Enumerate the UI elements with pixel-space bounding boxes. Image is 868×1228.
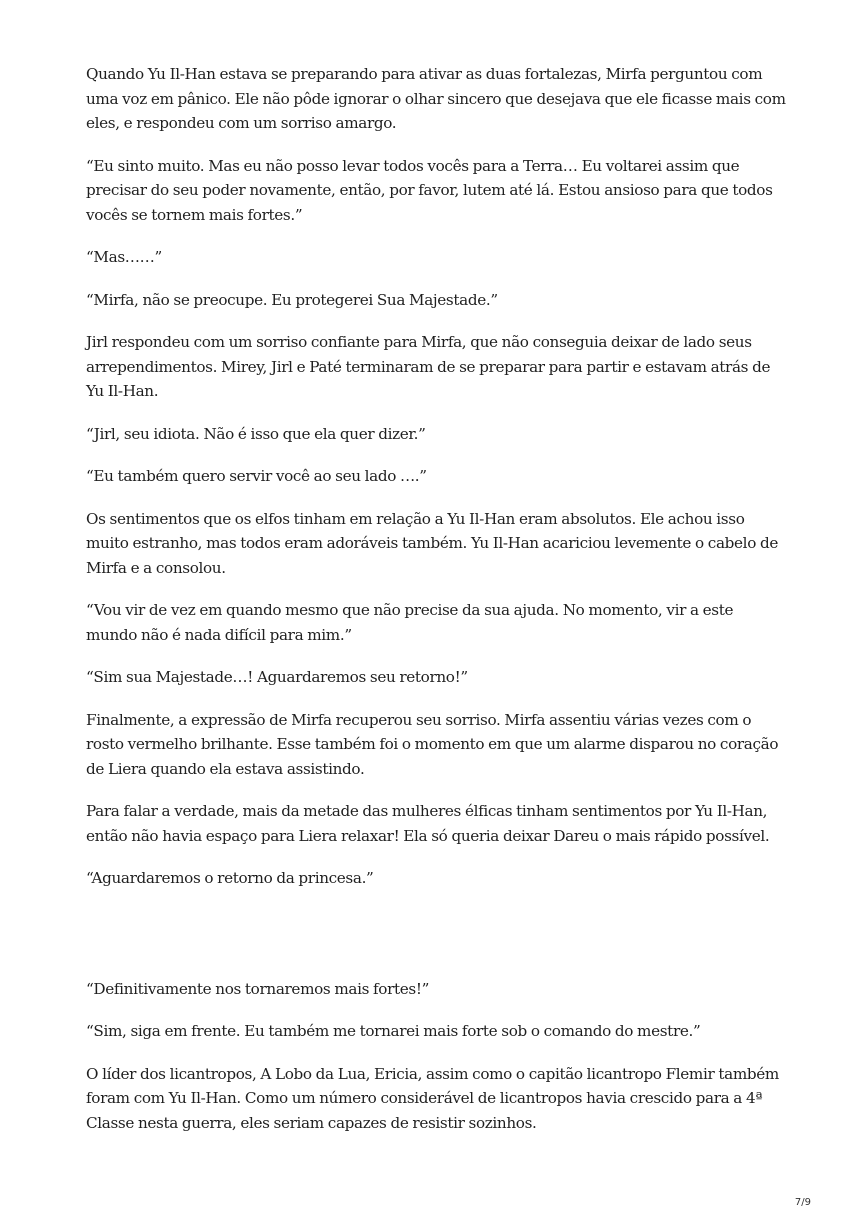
paragraph: “Mirfa, não se preocupe. Eu protegerei Sua Majestade.” (86, 290, 498, 309)
paragraph: “Vou vir de vez em quando mesmo que não precise da sua ajuda. No momento, vir a este mundo não é nada difícil para mim.” (86, 601, 734, 644)
paragraph: “Mas……” (86, 248, 162, 266)
paragraph: Os sentimentos que os elfos tinham em relação a Yu Il-Han eram absolutos. Ele achou isso muito estranho, mas todos eram adoráveis também. Yu Il-Han acariciou levemente o cabelo de Mirfa e a consolou. (86, 509, 778, 577)
paragraph: “Sim sua Majestade…! Aguardaremos seu retorno!” (86, 668, 468, 686)
paragraph: Jirl respondeu com um sorriso confiante para Mirfa, que não conseguia deixar de lado seus arrependimentos. Mirey, Jirl e Paté terminaram de se preparar para partir e estavam atrás de Yu Il-Han. (86, 333, 771, 400)
paragraph: Quando Yu Il-Han estava se preparando para ativar as duas fortalezas, Mirfa perguntou com uma voz em pânico. Ele não pôde ignorar o olhar sincero que desejava que ele ficasse mais com eles, e respondeu com um sorriso amargo. (86, 65, 786, 132)
paragraph: “Eu sinto muito. Mas eu não posso levar todos vocês para a Terra… Eu voltarei assim que precisar do seu poder novamente, então, por favor, lutem até lá. Estou ansioso para que todos vocês se tornem mais fortes.” (86, 156, 773, 224)
document-body (86, 62, 786, 1153)
paragraph: O líder dos licantropos, A Lobo da Lua, Ericia, assim como o capitão licantropo Flemir também foram com Yu Il-Han. Como um número considerável de licantropos havia crescido para a 4ª Classe nesta guerra, eles seriam capazes de resistir sozinhos. (86, 1064, 779, 1132)
paragraph: “Sim, siga em frente. Eu também me tornarei mais forte sob o comando do mestre.” (86, 1022, 701, 1040)
section-gap (86, 909, 786, 977)
paragraph: “Eu também quero servir você ao seu lado ….” (86, 467, 427, 485)
page-number: 7/9 (794, 1197, 811, 1208)
paragraph: Para falar a verdade, mais da metade das mulheres élficas tinham sentimentos por Yu Il-Han, então não havia espaço para Liera relaxar! Ela só queria deixar Dareu o mais rápido possível. (86, 802, 770, 845)
paragraph: “Definitivamente nos tornaremos mais fortes!” (86, 979, 429, 998)
paragraph: “Aguardaremos o retorno da princesa.” (86, 869, 374, 887)
paragraph: Finalmente, a expressão de Mirfa recuperou seu sorriso. Mirfa assentiu várias vezes com o rosto vermelho brilhante. Esse também foi o momento em que um alarme disparou no coração de Liera quando ela estava assistindo. (86, 710, 779, 778)
paragraph: “Jirl, seu idiota. Não é isso que ela quer dizer.” (86, 424, 426, 443)
